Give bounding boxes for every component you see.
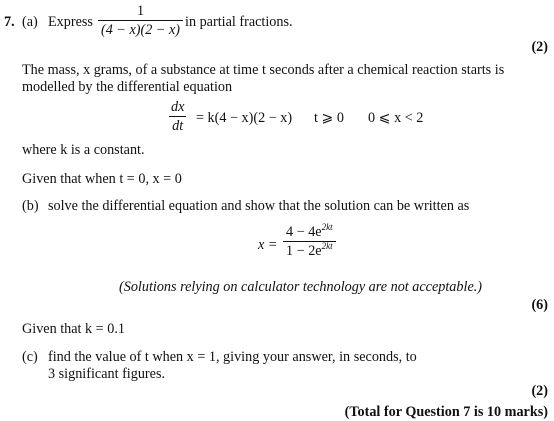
- de-lhs-numerator: dx: [171, 99, 185, 115]
- solution-lhs: x =: [258, 237, 278, 253]
- calculator-note: (Solutions relying on calculator technology are not acceptable.): [119, 279, 483, 295]
- part-a-label: (a): [22, 14, 38, 30]
- context-line-1: The mass, x grams, of a substance at time t seconds after a chemical reaction starts is: [22, 62, 505, 78]
- where-line: where k is a constant.: [22, 142, 145, 158]
- part-c-marks: (2): [531, 383, 548, 399]
- part-c-line-2: 3 significant figures.: [48, 366, 166, 382]
- de-condition-x: 0 ⩽ x < 2: [368, 110, 424, 126]
- question-number: 7.: [4, 14, 15, 30]
- de-condition-t: t ⩾ 0: [314, 110, 345, 126]
- part-a-text-before: Express: [48, 14, 93, 30]
- question-total: (Total for Question 7 is 10 marks): [344, 404, 548, 420]
- given-initial-line: Given that when t = 0, x = 0: [22, 171, 182, 187]
- part-b-label: (b): [22, 198, 39, 214]
- context-line-2: modelled by the differential equation: [22, 79, 233, 95]
- solution-numerator: $4 - 4e^{2kt}$: [286, 222, 333, 240]
- de-rhs: = k(4 − x)(2 − x): [196, 110, 293, 126]
- given-k-line: Given that k = 0.1: [22, 321, 125, 337]
- part-b-text: solve the differential equation and show that the solution can be written as: [48, 198, 470, 214]
- solution-denominator: $1 - 2e^{2kt}$: [283, 241, 336, 258]
- part-a-marks: (2): [531, 39, 548, 55]
- part-c-line-1: find the value of t when x = 1, giving your answer, in seconds, to: [48, 349, 417, 365]
- part-c-label: (c): [22, 349, 38, 365]
- de-lhs-denominator: dt: [169, 116, 186, 133]
- partial-fraction-expression: [98, 4, 183, 37]
- de-lhs-fraction: [168, 100, 187, 133]
- part-a-text-after: in partial fractions.: [185, 14, 293, 30]
- fraction-numerator: 1: [136, 3, 145, 19]
- solution-fraction: [283, 222, 336, 260]
- fraction-denominator: (4 − x)(2 − x): [98, 20, 183, 37]
- part-b-marks: (6): [531, 297, 548, 313]
